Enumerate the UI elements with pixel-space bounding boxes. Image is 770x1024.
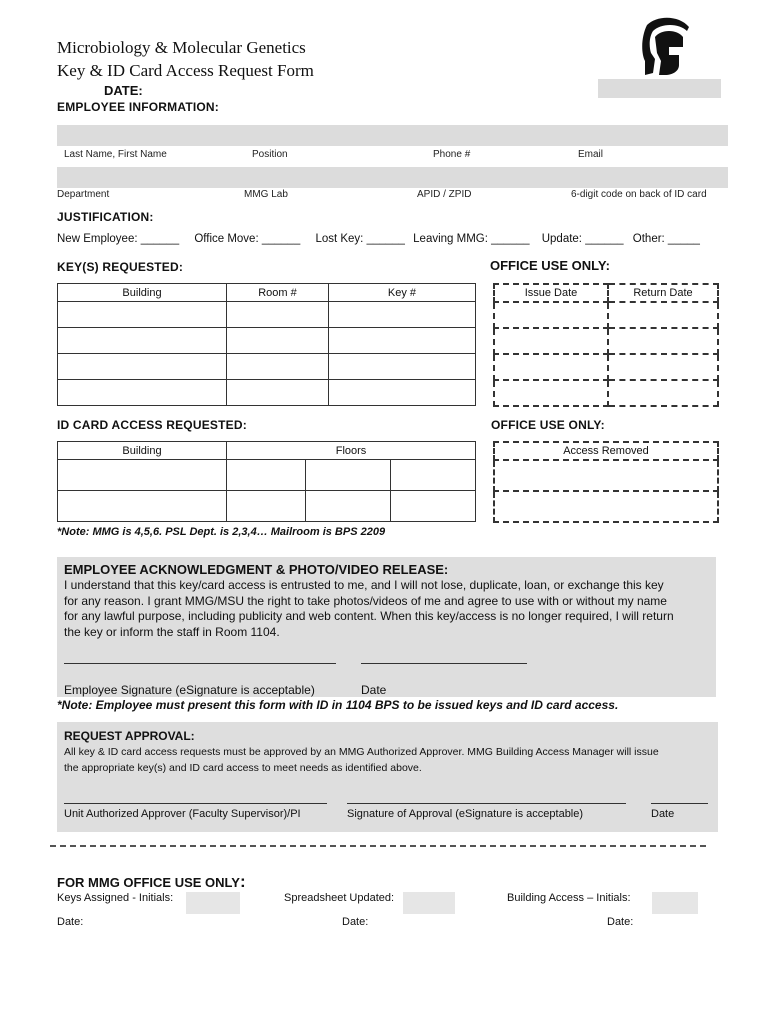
office-use-colon: : [239, 872, 246, 891]
table-cell[interactable] [227, 302, 329, 328]
keys-office-heading: OFFICE USE ONLY: [490, 258, 610, 273]
approver-line[interactable] [64, 803, 327, 804]
keys-assigned-label: Keys Assigned - Initials: [57, 892, 174, 904]
table-cell[interactable] [391, 491, 476, 522]
keys-office-table [493, 283, 719, 407]
office-use-heading [57, 872, 246, 892]
keys-col-building: Building [58, 284, 227, 302]
department-label: Department [57, 189, 110, 200]
table-cell[interactable] [227, 354, 329, 380]
table-cell[interactable] [227, 491, 306, 522]
name-label: Last Name, First Name [64, 149, 167, 160]
idcard-col-building: Building [58, 442, 227, 460]
spreadsheet-field[interactable] [403, 892, 455, 914]
issue-date-col: Issue Date [494, 284, 608, 302]
employee-signature-line[interactable] [64, 663, 336, 664]
approval-line: the appropriate key(s) and ID card access to meet needs as identified above. [64, 762, 422, 774]
approval-line: All key & ID card access requests must be approved by an MMG Authorized Approver. MMG Building Access Manager will issue [64, 746, 659, 758]
justification-options [57, 233, 700, 245]
table-cell[interactable] [608, 328, 718, 354]
approval-date-label: Date [651, 808, 675, 820]
approval-date-line[interactable] [651, 803, 708, 804]
table-cell[interactable] [58, 328, 227, 354]
table-cell[interactable] [306, 460, 391, 491]
date-field[interactable] [598, 79, 721, 98]
approval-text [64, 744, 714, 776]
table-cell[interactable] [608, 302, 718, 328]
idcard-table [57, 441, 476, 522]
table-cell[interactable] [329, 328, 476, 354]
idcard-note: *Note: MMG is 4,5,6. PSL Dept. is 2,3,4… Mailroom is BPS 2209 [57, 526, 386, 538]
date-label: DATE: [104, 83, 143, 98]
approver-label: Unit Authorized Approver (Faculty Supervisor)/PI [64, 808, 301, 820]
table-cell[interactable] [306, 491, 391, 522]
other-option[interactable]: Other: _____ [632, 233, 700, 245]
form-title-line2: Key & ID Card Access Request Form [57, 61, 314, 80]
idcard-heading: ID CARD ACCESS REQUESTED: [57, 418, 247, 432]
table-cell[interactable] [494, 460, 718, 491]
table-cell[interactable] [608, 354, 718, 380]
table-cell[interactable] [329, 354, 476, 380]
table-cell[interactable] [494, 302, 608, 328]
cut-line [50, 845, 706, 847]
employee-signature-label: Employee Signature (eSignature is acceptable) [64, 683, 315, 697]
justification-heading: JUSTIFICATION: [57, 210, 154, 224]
building-access-label: Building Access – Initials: [507, 892, 631, 904]
table-cell[interactable] [227, 460, 306, 491]
table-cell[interactable] [329, 302, 476, 328]
return-date-col: Return Date [608, 284, 718, 302]
office-date1-label: Date: [57, 916, 84, 928]
table-cell[interactable] [608, 380, 718, 406]
table-cell[interactable] [227, 328, 329, 354]
keys-heading: KEY(S) REQUESTED: [57, 260, 184, 274]
office-use-heading-text: FOR MMG OFFICE USE ONLY [57, 875, 240, 890]
approval-signature-line[interactable] [347, 803, 626, 804]
lost-key-option[interactable]: Lost Key: ______ [315, 233, 405, 245]
building-access-initials-field[interactable] [652, 892, 698, 914]
leaving-mmg-option[interactable]: Leaving MMG: ______ [413, 233, 530, 245]
position-label: Position [252, 149, 288, 160]
employee-date-label: Date [361, 683, 387, 697]
present-id-note: *Note: Employee must present this form with ID in 1104 BPS to be issued keys and ID card access. [57, 698, 619, 712]
idcard-office-table [493, 441, 719, 523]
acknowledgment-heading: EMPLOYEE ACKNOWLEDGMENT & PHOTO/VIDEO RELEASE: [64, 562, 449, 577]
keys-col-key: Key # [329, 284, 476, 302]
office-move-option[interactable]: Office Move: ______ [194, 233, 301, 245]
id-code-label: 6-digit code on back of ID card [571, 189, 707, 200]
ack-line: for any reason. I grant MMG/MSU the right to take photos/videos of me and agree to use with or without my name [64, 593, 667, 608]
table-cell[interactable] [494, 380, 608, 406]
approval-signature-label: Signature of Approval (eSignature is acceptable) [347, 808, 584, 820]
table-cell[interactable] [227, 380, 329, 406]
apid-label: APID / ZPID [417, 189, 472, 200]
spreadsheet-label: Spreadsheet Updated: [284, 892, 395, 904]
employee-row1-field[interactable] [57, 125, 728, 146]
update-option[interactable]: Update: ______ [541, 233, 624, 245]
spartan-helmet-logo [639, 17, 695, 79]
table-cell[interactable] [58, 302, 227, 328]
new-employee-option[interactable]: New Employee: ______ [57, 233, 180, 245]
access-removed-col: Access Removed [494, 442, 718, 460]
table-cell[interactable] [58, 380, 227, 406]
keys-assigned-initials-field[interactable] [186, 892, 240, 914]
office-date2-label: Date: [342, 916, 369, 928]
acknowledgment-text [64, 578, 714, 640]
approval-heading: REQUEST APPROVAL: [64, 729, 195, 743]
employee-row2-field[interactable] [57, 167, 728, 188]
form-title-line1: Microbiology & Molecular Genetics [57, 38, 306, 57]
ack-line: for any lawful purpose, including publicity and web content. When this key/access is no longer required, I will return [64, 609, 674, 623]
phone-label: Phone # [433, 149, 471, 160]
employee-info-heading: EMPLOYEE INFORMATION: [57, 100, 219, 114]
table-cell[interactable] [494, 328, 608, 354]
email-label: Email [578, 149, 604, 160]
ack-line: I understand that this key/card access is entrusted to me, and I will not lose, duplicate, loan, or exchange this key [64, 578, 664, 592]
table-cell[interactable] [494, 491, 718, 522]
table-cell[interactable] [58, 491, 227, 522]
table-cell[interactable] [329, 380, 476, 406]
table-cell[interactable] [58, 460, 227, 491]
table-cell[interactable] [58, 354, 227, 380]
keys-table [57, 283, 476, 406]
mmg-lab-label: MMG Lab [244, 189, 288, 200]
idcard-office-heading: OFFICE USE ONLY: [491, 418, 605, 432]
office-date3-label: Date: [607, 916, 634, 928]
keys-col-room: Room # [227, 284, 329, 302]
table-cell[interactable] [391, 460, 476, 491]
ack-line: the key or inform the staff in Room 1104. [64, 624, 280, 639]
table-cell[interactable] [494, 354, 608, 380]
employee-date-line[interactable] [361, 663, 527, 664]
idcard-col-floors: Floors [227, 442, 476, 460]
